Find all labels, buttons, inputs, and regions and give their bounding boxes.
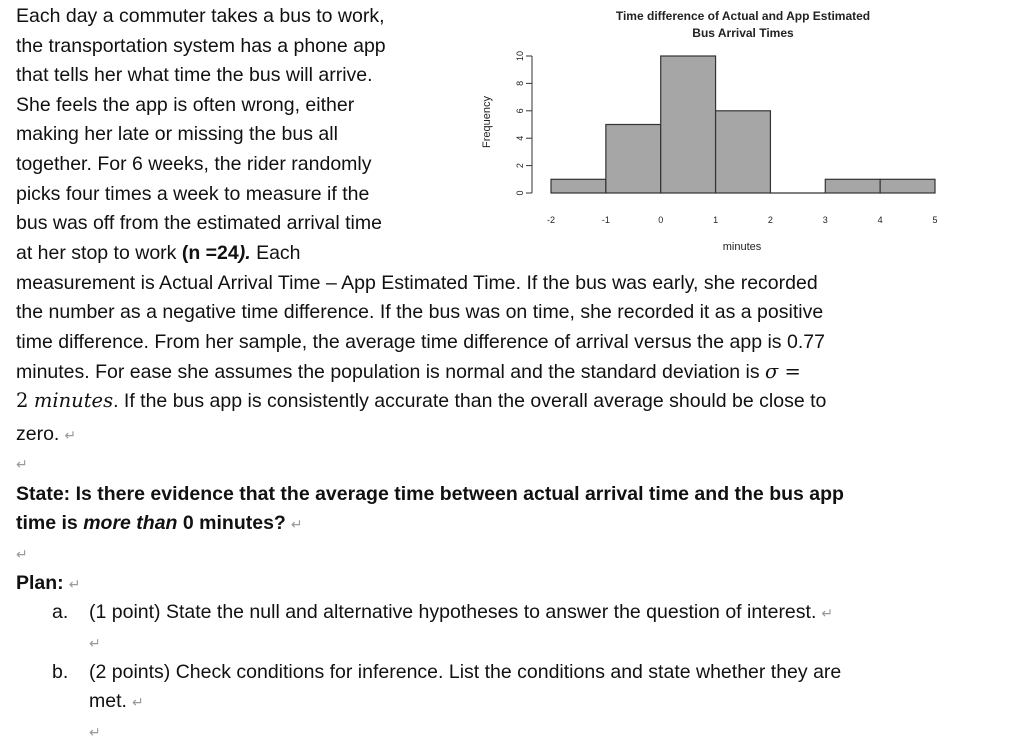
histogram-chart — [475, 0, 955, 262]
line9-end: Each — [250, 242, 301, 264]
problem-line-1: Each day a commuter takes a bus to work, — [16, 5, 385, 27]
problem-line-8: bus was off from the estimated arrival time — [16, 212, 382, 234]
x-tick-label: 0 — [658, 215, 664, 225]
histogram-bar — [606, 125, 661, 194]
blank-line-3 — [89, 631, 101, 654]
problem-line-10: measurement is Actual Arrival Time – App Estimated Time. If the bus was early, she recorded — [16, 272, 818, 294]
return-mark-icon: ↵ — [89, 724, 101, 740]
problem-line-5: making her late or missing the bus all — [16, 123, 338, 145]
problem-line-15 — [16, 423, 76, 446]
sample-size: (n =24 — [181, 242, 239, 264]
return-mark-icon: ↵ — [89, 635, 101, 651]
plan-item-b-letter: b. — [52, 661, 69, 683]
y-tick-label: 6 — [515, 108, 525, 114]
x-tick-label: 1 — [713, 215, 719, 225]
histogram-bars — [551, 56, 935, 193]
x-tick-label: 3 — [822, 215, 828, 225]
sd-unit: minutes — [33, 389, 114, 412]
y-tick-label: 10 — [515, 50, 525, 62]
problem-line-12: time difference. From her sample, the average time difference of arrival versus the app is 0.77 — [16, 331, 825, 353]
chart-title-line-1: Time difference of Actual and App Estimated — [615, 9, 871, 23]
blank-line-4 — [89, 720, 101, 743]
return-mark-icon: ↵ — [16, 456, 28, 472]
problem-line-3: that tells her what time the bus will arrive. — [16, 64, 373, 86]
return-mark-icon: ↵ — [68, 576, 81, 592]
problem-line-9 — [16, 242, 301, 264]
line14-end: . If the bus app is consistently accurate than the overall average should be close to — [113, 390, 827, 412]
y-axis — [515, 51, 532, 196]
histogram-bar — [825, 179, 880, 193]
problem-line-7: picks four times a week to measure if the — [16, 183, 370, 205]
state-line2-start: time is — [16, 512, 84, 534]
x-tick-label: 5 — [932, 215, 938, 225]
line9-paren: ). — [238, 242, 251, 264]
x-tick-label: -1 — [601, 215, 610, 225]
plan-item-a-text: (1 point) State the null and alternative hypotheses to answer the question of interest. — [89, 601, 817, 623]
state-emphasis: more than — [83, 512, 178, 534]
return-mark-icon: ↵ — [131, 694, 144, 710]
plan-item-b-line2 — [89, 690, 144, 713]
histogram-bar — [716, 111, 771, 193]
state-line-2 — [16, 512, 303, 535]
blank-line-2 — [16, 542, 28, 565]
plan-item-b-text2: met. — [89, 690, 127, 712]
y-tick-label: 4 — [515, 135, 525, 141]
state-line-1: State: Is there evidence that the average time between actual arrival time and the bus app — [16, 483, 844, 505]
plan-item-a — [89, 601, 833, 624]
y-tick-label: 2 — [515, 163, 525, 169]
line9-start: at her stop to work — [16, 242, 182, 264]
problem-line-13 — [16, 361, 801, 383]
y-axis-label: Frequency — [481, 96, 493, 148]
blank-line-1 — [16, 452, 28, 475]
return-mark-icon: ↵ — [16, 546, 28, 562]
x-tick-label: 2 — [767, 215, 773, 225]
problem-line-2: the transportation system has a phone app — [16, 35, 386, 57]
y-tick-label: 8 — [515, 80, 525, 86]
problem-line-14 — [16, 390, 826, 412]
x-axis — [547, 215, 938, 225]
problem-line-4: She feels the app is often wrong, either — [16, 94, 355, 116]
problem-line-6: together. For 6 weeks, the rider randomly — [16, 153, 372, 175]
histogram-bar — [880, 179, 935, 193]
problem-line-11: the number as a negative time difference. If the bus was on time, she recorded it as a positive — [16, 301, 824, 323]
sigma-expression: σ = — [765, 360, 801, 383]
sd-value: 2 — [16, 389, 29, 412]
histogram-bar — [551, 179, 606, 193]
y-tick-label: 0 — [515, 190, 525, 196]
state-line2-end: 0 minutes? — [177, 512, 286, 534]
chart-title-line-2: Bus Arrival Times — [692, 26, 794, 40]
plan-heading: Plan: — [16, 572, 64, 594]
x-axis-label: minutes — [722, 241, 762, 253]
plan-item-a-letter: a. — [52, 601, 69, 623]
plan-heading-line — [16, 572, 80, 595]
plan-item-b-text: (2 points) Check conditions for inference. List the conditions and state whether they are — [89, 661, 842, 683]
x-tick-label: 4 — [877, 215, 883, 225]
histogram-bar — [661, 56, 716, 193]
line13-text: minutes. For ease she assumes the population is normal and the standard deviation is — [16, 361, 766, 383]
return-mark-icon: ↵ — [64, 427, 77, 443]
line15-text: zero. — [16, 423, 60, 445]
x-tick-label: -2 — [546, 215, 556, 225]
return-mark-icon: ↵ — [290, 516, 303, 532]
return-mark-icon: ↵ — [821, 605, 834, 621]
